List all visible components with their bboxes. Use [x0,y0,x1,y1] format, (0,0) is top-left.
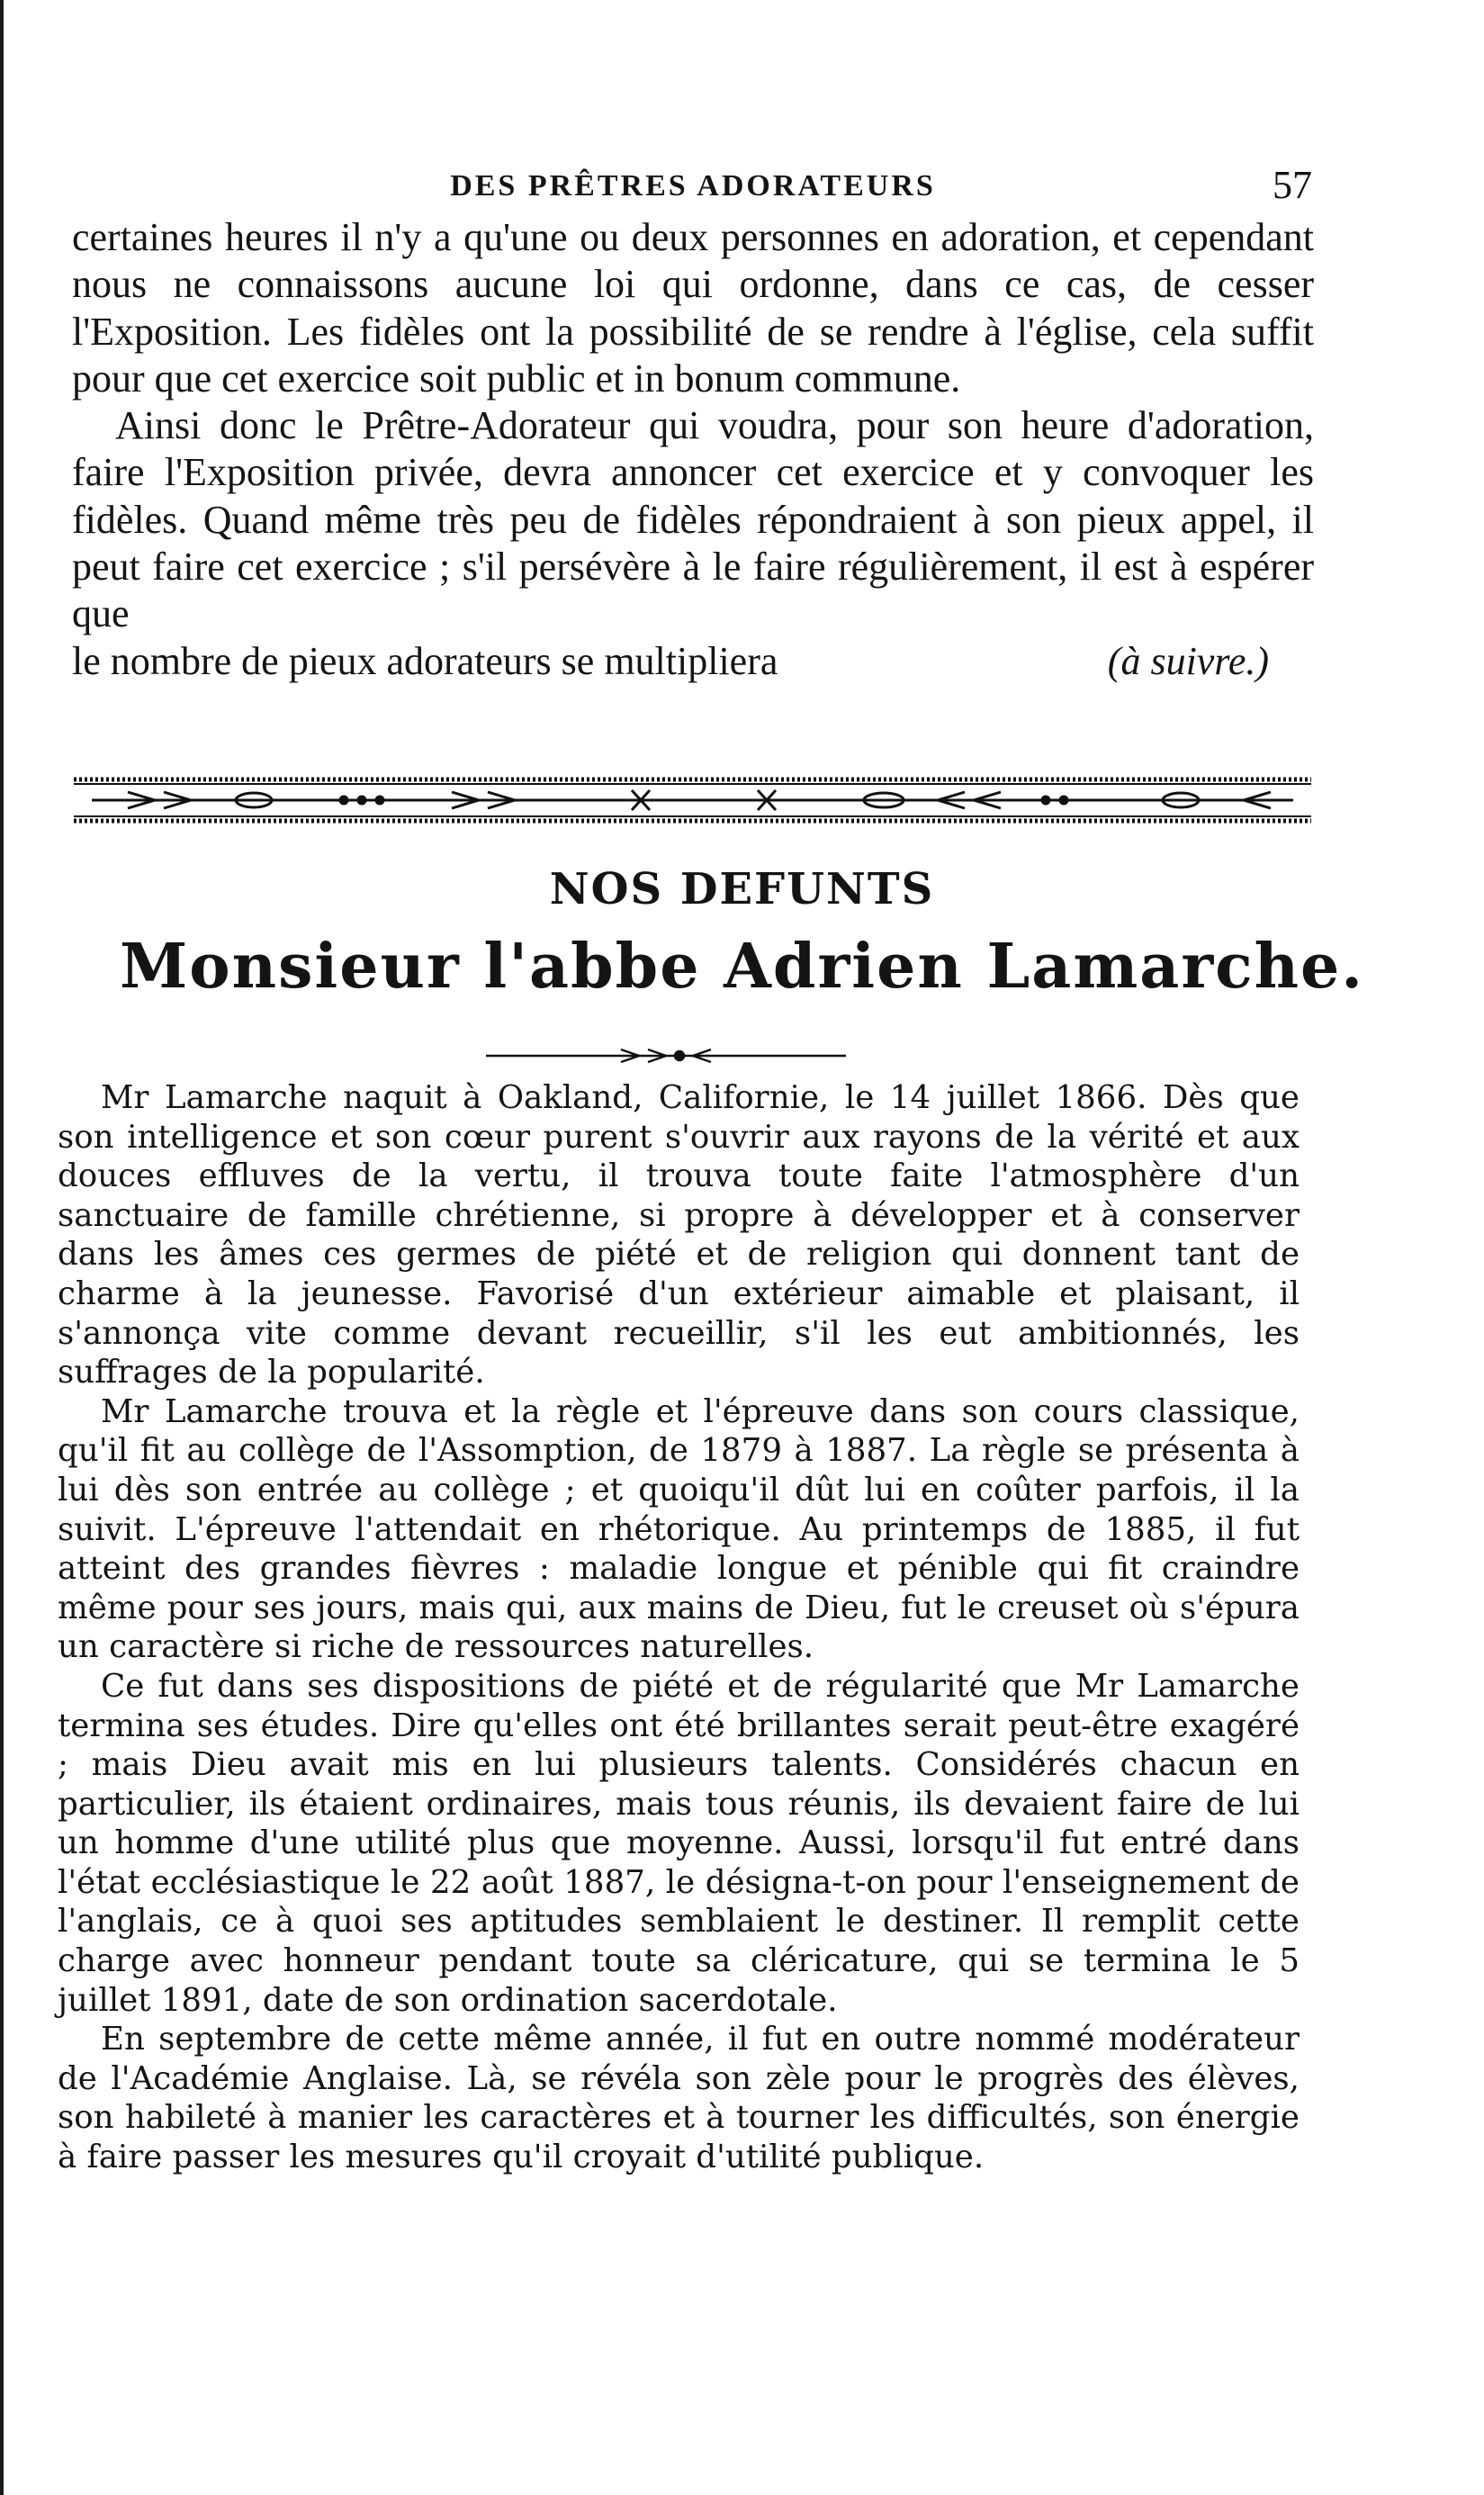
obituary-body [58,1078,1300,2177]
ornamental-divider [74,772,1311,828]
continuation-paragraph: certaines heures il n'y a qu'une ou deux personnes en adoration, et cependant nous ne connaissons aucune loi qui ordonne, dans ce cas, de cesser l'Exposition. Les fidèles ont la possibilité de se rendre à l'église, cela suffit pour que cet exercice soit public et in bonum commune. [72,215,1314,401]
obituary-paragraph: Mr Lamarche trouva et la règle et l'épreuve dans son cours classique, qu'il fit au collège de l'Assomption, de 1879 à 1887. La règle se présenta à lui dès son entrée au collège ; et quoiqu'il dût lui en coûter parfois, il la suivit. L'épreuve l'attendait en rhétorique. Au printemps de 1885, il fut atteint des grandes fièvres : maladie longue et pénible qui fit craindre même pour ses jours, mais qui, aux mains de Dieu, fut le creuset où s'épura un caractère si riche de ressources naturelles. [58,1392,1300,1666]
continuation-paragraph-2 [72,402,1314,637]
obituary-heading: Monsieur l'abbe Adrien Lamarche. [120,931,1364,1003]
obituary-paragraph: En septembre de cette même année, il fut en outre nommé modérateur de l'Académie Anglaise. Là, se révéla son zèle pour le progrès des élèves, son habileté à manier les caractères et à tourner les difficultés, son énergie à faire passer les mesures qu'il croyait d'utilité publique. [58,2021,1300,2176]
running-head: DES PRÊTRES ADORATEURS [450,169,936,203]
to-be-continued: (à suivre.) [1107,638,1269,683]
ornamental-divider-svg [74,772,1311,828]
paragraph-2-end: le nombre de pieux adorateurs se multipliera [72,638,778,683]
page-edge [0,0,4,2495]
paragraph-2-text: Ainsi donc le Prêtre-Adorateur qui voudra, pour son heure d'adoration, faire l'Exposition privée, devra annoncer cet exercice et y convoquer les fidèles. Quand même très peu de fidèles répondraient à son pieux appel, il peut faire cet exercice ; s'il persévère à le faire régulièrement, il est à espérer que [72,403,1314,636]
paragraph-tail [72,638,1314,685]
small-ornament-svg [486,1042,846,1069]
obituary-paragraph: Ce fut dans ses dispositions de piété et de régularité que Mr Lamarche termina ses études. Dire qu'elles ont été brillantes serait peut-être exagéré ; mais Dieu avait mis en lui plusieurs talents. Considérés chacun en particulier, ils étaient ordinaires, mais tous réunis, ils devaient faire de lui un homme d'une utilité plus que moyenne. Aussi, lorsqu'il fut entré dans l'état ecclésiastique le 22 août 1887, le désigna-t-on pour l'enseignement de l'anglais, ce à quoi ses aptitudes semblaient le destiner. Il remplit cette charge avec honneur pendant toute sa cléricature, qui se termina le 5 juillet 1891, date de son ordination sacerdotale. [58,1667,1300,2019]
obituary-paragraph: Mr Lamarche naquit à Oakland, Californie, le 14 juillet 1866. Dès que son intelligence et son cœur purent s'ouvrir aux rayons de la vérité et aux douces effluves de la vertu, il trouva toute faite l'atmosphère d'un sanctuaire de famille chrétienne, si propre à développer et à conserver dans les âmes ces germes de piété et de religion qui donnent tant de charme à la jeunesse. Favorisé d'un extérieur aimable et plaisant, il s'annonça vite comme devant recueillir, s'il les eut ambitionnés, les suffrages de la popularité. [58,1079,1300,1392]
section-title: NOS DEFUNTS [549,864,935,914]
article-continuation [72,214,1314,685]
page-number: 57 [1273,163,1312,207]
small-ornament [486,1042,846,1069]
page-header [63,162,1323,216]
